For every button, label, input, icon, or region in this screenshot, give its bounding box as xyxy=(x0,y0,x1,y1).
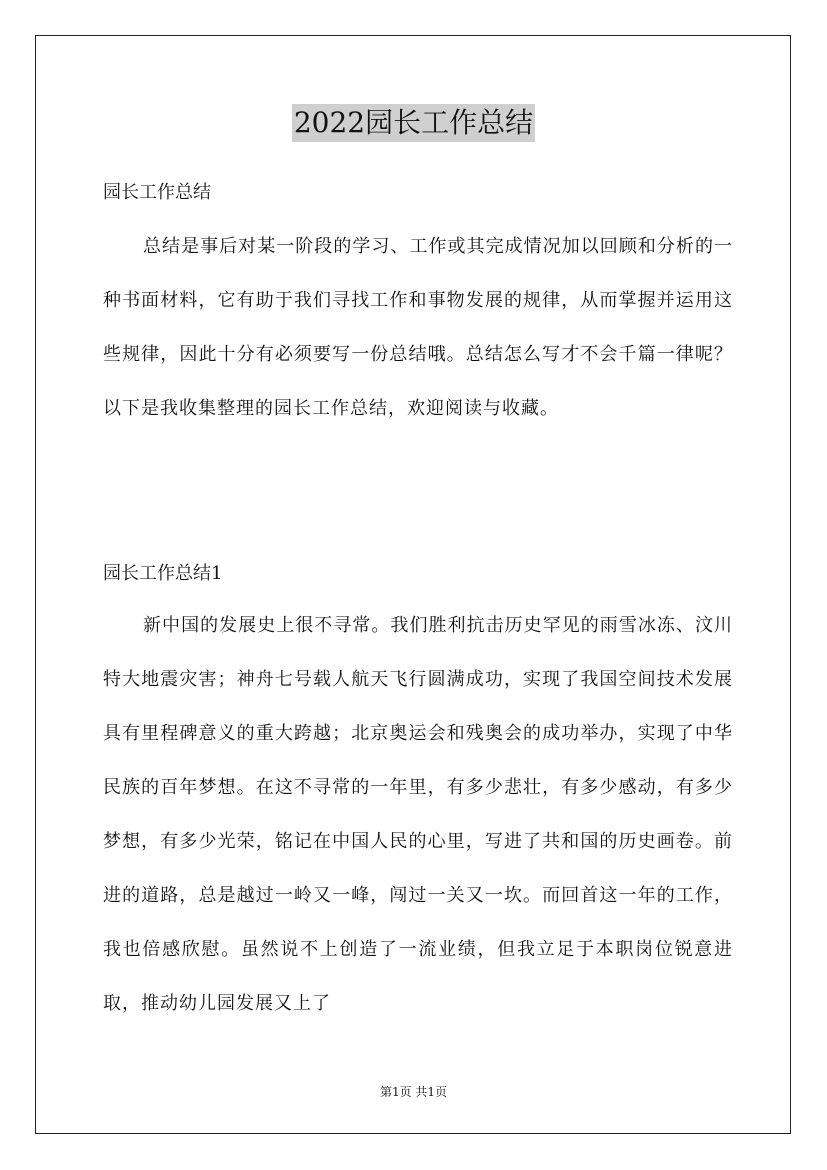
section-heading-1: 园长工作总结1 xyxy=(103,563,223,584)
intro-paragraph: 总结是事后对某一阶段的学习、工作或其完成情况加以回顾和分析的一种书面材料，它有助于我们寻找工作和事物发展的规律，从而掌握并运用这些规律，因此十分有必须要写一份总结哦。总结怎么写才不会千篇一律呢？以下是我收集整理的园长工作总结，欢迎阅读与收藏。 xyxy=(103,236,733,419)
title-container xyxy=(0,104,827,142)
intro-heading: 园长工作总结 xyxy=(103,182,211,203)
section-paragraph-1: 新中国的发展史上很不寻常。我们胜利抗击历史罕见的雨雪冰冻、汶川特大地震灾害；神舟七号载人航天飞行圆满成功，实现了我国空间技术发展具有里程碑意义的重大跨越；北京奥运会和残奥会的成功举办，实现了中华民族的百年梦想。在这不寻常的一年里，有多少悲壮，有多少感动，有多少梦想，有多少光荣，铭记在中国人民的心里，写进了共和国的历史画卷。前进的道路，总是越过一岭又一峰，闯过一关又一坎。而回首这一年的工作，我也倍感欣慰。虽然说不上创造了一流业绩，但我立足于本职岗位锐意进取，推动幼儿园发展又上了 xyxy=(103,615,733,1014)
page-footer: 第1页 共1页 xyxy=(379,1085,448,1099)
document-title: 2022园长工作总结 xyxy=(292,104,535,142)
